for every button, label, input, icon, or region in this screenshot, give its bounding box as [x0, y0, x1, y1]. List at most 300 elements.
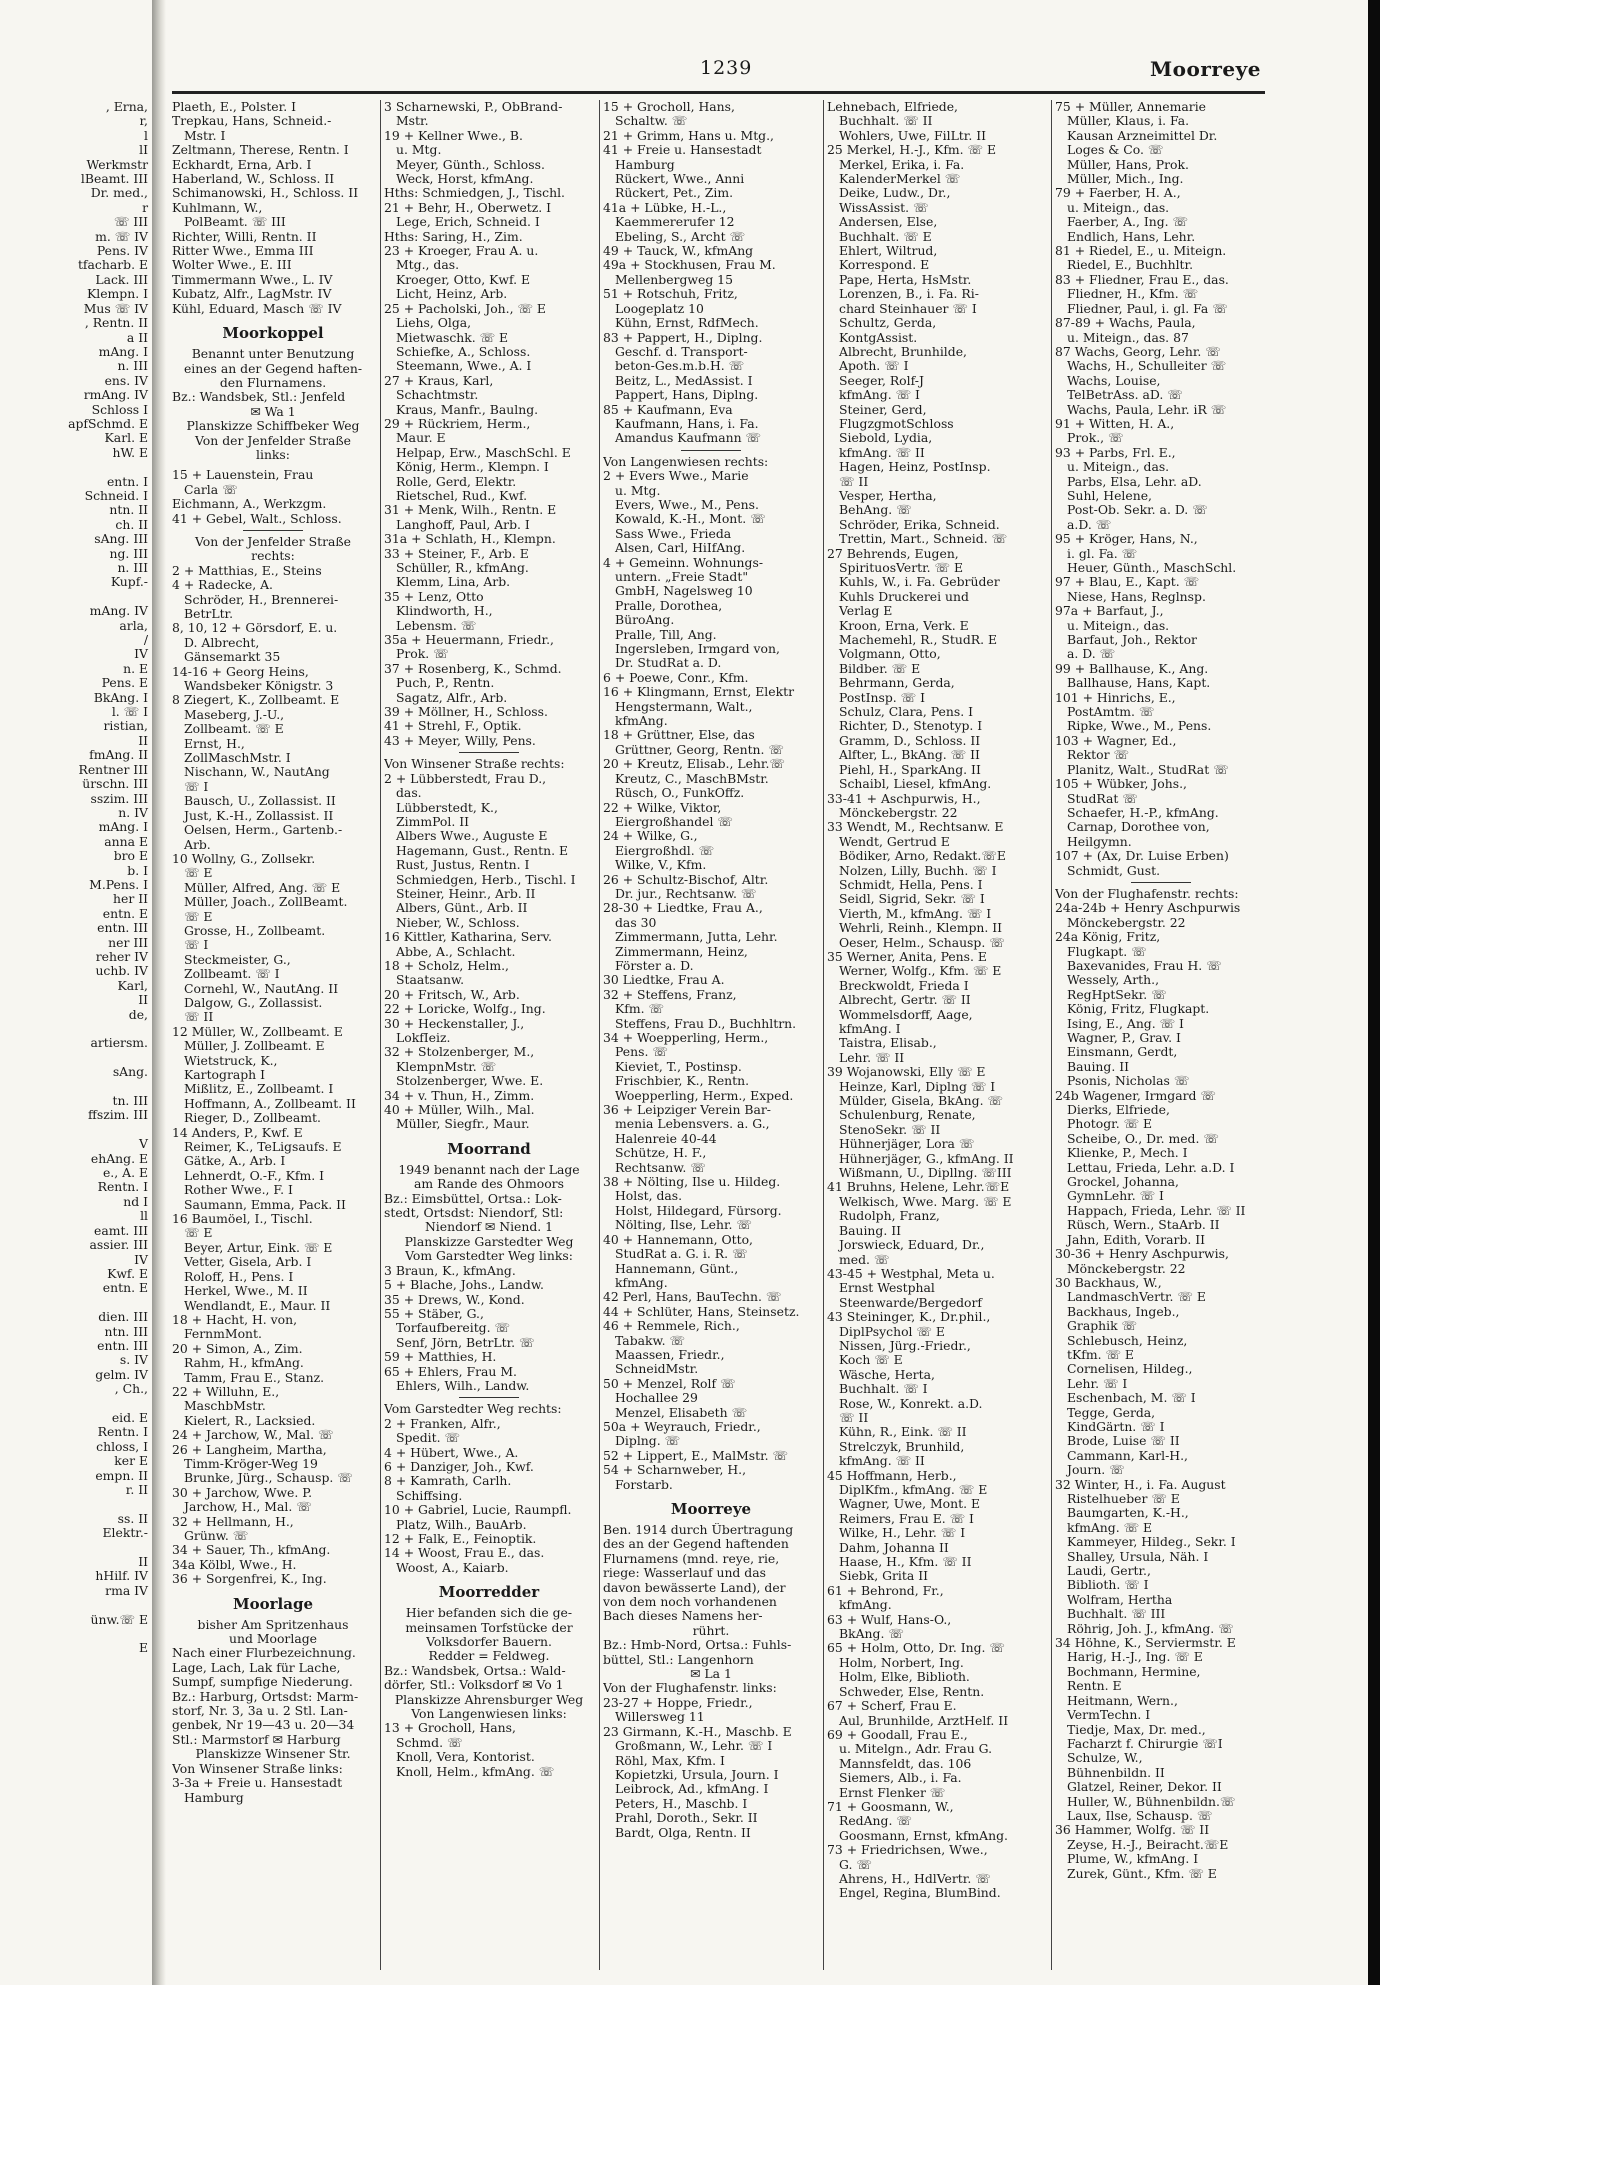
edge-fragment: IV [134, 1252, 148, 1267]
resident-line: Förster a. D. [615, 958, 694, 973]
resident-line: u. Mtg. [396, 143, 442, 158]
edge-fragment: entn. E [102, 1281, 148, 1296]
resident-line: Brunke, Jürg., Schausp. ☏ [184, 1471, 353, 1486]
resident-line: Ebeling, S., Archt ☏ [615, 229, 746, 244]
resident-line: Kraus, Manfr., Baulng. [396, 402, 539, 417]
resident-line: BetrLtr. [184, 607, 234, 621]
address-entry: 87 Wachs, Georg, Lehr. ☏ [1055, 344, 1221, 359]
address-entry: 34a Kölbl, Wwe., H. [172, 1557, 297, 1572]
resident-line: Rückert, Wwe., Anni [615, 172, 745, 187]
resident-line: Holm, Elke, Biblioth. [839, 1670, 970, 1685]
resident-line: Rechtsanw. ☏ [615, 1160, 706, 1175]
resident-line: PostAmtm. ☏ [1067, 705, 1155, 720]
resident-line: KlempnMstr. ☏ [396, 1059, 497, 1074]
address-entry: Eichmann, A., Werkzgm. [172, 497, 327, 512]
resident-line: u. Mtg. [615, 483, 661, 498]
resident-line: ☏ II [839, 1410, 869, 1425]
address-entry: 3 Scharnewski, P., ObBrand- [384, 100, 563, 114]
resident-line: Richter, D., Stenotyp. I [839, 719, 983, 734]
address-entry: 31 + Menk, Wilh., Rentn. E [384, 503, 557, 518]
resident-line: Strelczyk, Brunhild, [839, 1439, 965, 1454]
resident-line: Happach, Frieda, Lehr. ☏ II [1067, 1203, 1246, 1218]
resident-line: Cornelisen, Hildeg., [1067, 1362, 1193, 1377]
resident-line: SchneidMstr. [615, 1362, 699, 1377]
address-entry: Vom Garstedter Weg rechts: [384, 1402, 562, 1417]
resident-line: Vesper, Hertha, [839, 488, 937, 503]
edge-fragment: lBeamt. III [80, 172, 148, 187]
resident-line: Halenreie 40-44 [615, 1131, 717, 1146]
street-note: links: [256, 447, 290, 462]
resident-line: kfmAng. [839, 1598, 892, 1613]
edge-fragment: n. IV [118, 805, 148, 820]
address-entry: büttel, Stl.: Langenhorn [603, 1652, 754, 1667]
resident-line: SpirituosVertr. ☏ E [839, 561, 964, 575]
address-entry: 50 + Menzel, Rolf ☏ [603, 1376, 736, 1391]
edge-fragment: fmAng. II [89, 748, 148, 763]
resident-line: Knoll, Vera, Kontorist. [396, 1750, 535, 1765]
address-entry: 2 + Matthias, E., Steins [172, 563, 322, 578]
address-entry: 24a-24b + Henry Aschpurwis [1055, 901, 1241, 916]
resident-line: BkAng. ☏ [839, 1627, 904, 1642]
resident-line: Baumgarten, K.-H., [1067, 1506, 1189, 1521]
street-note: Von Langenwiesen links: [411, 1707, 567, 1722]
resident-line: Sass Wwe., Frieda [615, 526, 732, 541]
address-entry: 35 Werner, Anita, Pens. E [827, 949, 987, 964]
address-entry: Plaeth, E., Polster. I [172, 100, 296, 114]
edge-fragment: a II [126, 330, 148, 345]
resident-line: DiplKfm., kfmAng. ☏ E [839, 1483, 988, 1497]
resident-line: Mönckebergstr. 22 [839, 805, 958, 820]
resident-line: Schlebusch, Heinz, [1067, 1333, 1188, 1348]
resident-line: Ahrens, H., HdlVertr. ☏ [839, 1871, 991, 1886]
resident-line: Rüsch, O., FunkOffz. [615, 786, 745, 801]
edge-fragment [0, 1123, 152, 1137]
address-entry: 40 + Müller, Wilh., Mal. [384, 1103, 535, 1118]
resident-line: Bühnenbildn. II [1067, 1765, 1165, 1780]
edge-fragment: b. I [127, 863, 148, 878]
street-note: Planskizze Ahrensburger Weg [394, 1692, 584, 1707]
address-entry: Von Winsener Straße rechts: [384, 757, 565, 772]
edge-fragment: uchb. IV [95, 964, 148, 979]
resident-line: Suhl, Helene, [1067, 488, 1152, 503]
street-note: Planskizze Garstedter Weg [404, 1234, 574, 1249]
resident-line: Klienke, P., Mech. I [1067, 1146, 1188, 1161]
resident-line: ☏ I [184, 779, 209, 794]
resident-line: das. [396, 786, 422, 801]
address-entry: 42 Perl, Hans, BauTechn. ☏ [603, 1290, 782, 1305]
resident-line: Alfter, L., BkAng. ☏ II [839, 748, 980, 763]
address-entry: 12 Müller, W., Zollbeamt. E [172, 1024, 343, 1039]
resident-line: Welkisch, Wwe. Marg. ☏ E [839, 1194, 1012, 1209]
resident-line: kfmAng. I [839, 1022, 901, 1036]
resident-line: Zimmermann, Jutta, Lehr. [615, 930, 778, 945]
address-entry: 59 + Matthies, H. [384, 1350, 497, 1365]
resident-line: Rietschel, Rud., Kwf. [396, 488, 528, 503]
address-entry: 13 + Grocholl, Hans, [384, 1721, 516, 1736]
resident-line: Piehl, H., SparkAng. II [839, 762, 981, 777]
resident-line: ZimmPol. II [396, 814, 469, 829]
resident-line: Ballhause, Hans, Kapt. [1067, 676, 1211, 691]
resident-line: Müller, Hans, Prok. [1067, 157, 1189, 172]
resident-line: Eiergroßhdl. ☏ [615, 843, 715, 858]
street-heading: Moorrand [447, 1139, 531, 1158]
section-rule [459, 752, 519, 753]
resident-line: Puch, P., Rentn. [396, 676, 495, 691]
address-entry: 30-36 + Henry Aschpurwis, [1055, 1247, 1229, 1262]
address-entry: 22 + Loricke, Wolfg., Ing. [384, 1002, 546, 1017]
resident-line: Psonis, Nicholas ☏ [1067, 1074, 1190, 1089]
resident-line: Taistra, Elisab., [839, 1036, 937, 1051]
street-note: Niendorf ✉ Niend. 1 [424, 1220, 554, 1235]
address-entry: Hths: Saring, H., Zim. [384, 229, 523, 244]
address-entry: Kühl, Eduard, Masch ☏ IV [172, 301, 342, 316]
edge-fragment: Pens. E [101, 676, 148, 691]
address-entry: 26 + Schultz-Bischof, Altr. [603, 872, 769, 887]
address-entry: 34 + Sauer, Th., kfmAng. [172, 1543, 331, 1558]
resident-line: Lehnerdt, O.-F., Kfm. I [184, 1168, 324, 1183]
address-entry: 24a König, Fritz, [1055, 930, 1161, 945]
resident-line: Eiergroßhandel ☏ [615, 814, 733, 829]
edge-fragment: Dr. med., [90, 186, 148, 201]
resident-line: Scheibe, O., Dr. med. ☏ [1067, 1131, 1219, 1146]
resident-line: Gätke, A., Arb. I [184, 1154, 286, 1169]
resident-line: RegHptSekr. ☏ [1067, 987, 1167, 1002]
address-entry: 33-41 + Aschpurwis, H., [827, 791, 981, 806]
resident-line: Maseberg, J.-U., [184, 707, 285, 722]
resident-line: Holm, Norbert, Ing. [839, 1655, 964, 1670]
address-entry: 79 + Faerber, H. A., [1055, 186, 1181, 201]
resident-line: Carnap, Dorothee von, [1067, 820, 1210, 835]
edge-fragment: BkAng. I [93, 690, 148, 705]
address-entry: 15 + Lauenstein, Frau [172, 468, 314, 483]
edge-fragment: II [138, 993, 148, 1008]
resident-line: Flugkapt. ☏ [1067, 944, 1147, 959]
resident-line: Werner, Wolfg., Kfm. ☏ E [839, 964, 1002, 979]
address-entry: 55 + Stäber, G., [384, 1306, 484, 1321]
address-entry: 20 + Kreutz, Elisab., Lehr.☏ [603, 757, 785, 772]
resident-line: Tiedje, Max, Dr. med., [1067, 1722, 1206, 1737]
resident-line: Röhrig, Joh. J., kfmAng. ☏ [1067, 1621, 1234, 1636]
address-entry: davon bewässerte Land), der [603, 1580, 786, 1595]
resident-line: Sagatz, Alfr., Arb. [396, 690, 508, 705]
resident-line: ☏ II [839, 474, 869, 489]
resident-line: Deike, Ludw., Dr., [839, 186, 951, 201]
address-entry: 36 + Leipziger Verein Bar- [603, 1103, 771, 1118]
edge-fragment: mAng. I [98, 344, 148, 359]
resident-line: WissAssist. ☏ [839, 200, 929, 215]
resident-line: Grockel, Johanna, [1067, 1175, 1179, 1190]
resident-line: Just, K.-H., Zollassist. II [184, 808, 334, 823]
edge-fragment: V [139, 1137, 148, 1152]
resident-line: FlugzgmotSchloss [839, 416, 954, 431]
resident-line: Schmiedgen, Herb., Tischl. I [396, 872, 576, 887]
address-entry: 83 + Fliedner, Frau E., das. [1055, 272, 1229, 287]
resident-line: Abbe, A., Schlacht. [396, 944, 516, 959]
resident-line: Schulze, W., [1067, 1751, 1143, 1766]
resident-line: König, Fritz, Flugkapt. [1067, 1002, 1210, 1017]
address-entry: 65 + Ehlers, Frau M. [384, 1364, 517, 1379]
resident-line: Steemann, Wwe., A. I [396, 359, 532, 374]
address-entry: 67 + Scherf, Frau E. [827, 1699, 957, 1714]
resident-line: Zurek, Günt., Kfm. ☏ E [1067, 1866, 1217, 1881]
address-entry: 22 + Willuhn, E., [172, 1384, 280, 1399]
resident-line: Buchhalt. ☏ I [839, 1382, 928, 1397]
edge-fragment: reher IV [95, 949, 148, 964]
resident-line: Wehrli, Reinh., Klempn. II [839, 921, 1003, 936]
address-entry: Richter, Willi, Rentn. II [172, 229, 317, 244]
resident-line: Ehlers, Wilh., Landw. [396, 1378, 530, 1393]
resident-line: kfmAng. ☏ II [839, 1454, 925, 1469]
resident-line: Schröder, H., Brennerei- [184, 592, 339, 607]
address-entry: Bz.: Eimsbüttel, Ortsa.: Lok- [384, 1191, 562, 1206]
resident-line: Kieviet, T., Postinsp. [615, 1059, 742, 1074]
edge-fragment: chloss, I [96, 1439, 148, 1454]
address-entry: 65 + Holm, Otto, Dr. Ing. ☏ [827, 1641, 1005, 1656]
edge-fragment: ker E [114, 1454, 148, 1469]
resident-line: Schaefer, H.-P., kfmAng. [1067, 805, 1219, 820]
resident-line: Frischbier, K., Rentn. [615, 1074, 750, 1089]
resident-line: Oelsen, Herm., Gartenb.- [184, 823, 343, 838]
address-entry: 2 + Evers Wwe., Marie [603, 469, 749, 484]
address-entry: 24b Wagener, Irmgard ☏ [1055, 1088, 1216, 1103]
resident-line: Fliedner, H., Kfm. ☏ [1067, 287, 1199, 302]
resident-line: MaschbMstr. [184, 1399, 266, 1414]
edge-fragment: r, [139, 114, 148, 129]
running-head: Moorreye [1150, 57, 1261, 81]
resident-line: Timm-Kröger-Weg 19 [184, 1456, 318, 1471]
resident-line: Diplng. ☏ [615, 1434, 681, 1449]
resident-line: Menzel, Elisabeth ☏ [615, 1405, 748, 1420]
address-entry: 97a + Barfaut, J., [1055, 604, 1164, 619]
resident-line: Saumann, Emma, Pack. II [184, 1197, 346, 1212]
resident-line: Staatsanw. [396, 973, 465, 988]
resident-line: Backhaus, Ingeb., [1067, 1304, 1180, 1319]
address-entry: Kubatz, Alfr., LagMstr. IV [172, 287, 332, 302]
address-entry: Kuhlmann, W., [172, 200, 263, 215]
resident-line: Grüttner, Georg, Rentn. ☏ [615, 742, 784, 757]
address-entry: Eckhardt, Erna, Arb. I [172, 157, 312, 172]
resident-line: Schütze, H. F., [615, 1146, 707, 1161]
address-entry: 40 + Hannemann, Otto, [603, 1232, 754, 1247]
resident-line: Nissen, Jürg.-Friedr., [839, 1338, 971, 1353]
resident-line: Wessely, Arth., [1067, 973, 1160, 988]
resident-line: Ernst, H., [184, 736, 245, 751]
resident-line: Eschenbach, M. ☏ I [1067, 1391, 1196, 1406]
address-entry: 6 + Danziger, Joh., Kwf. [384, 1459, 534, 1474]
resident-line: Breckwoldt, Frieda I [839, 978, 969, 993]
resident-line: Bausch, U., Zollassist. II [184, 794, 336, 809]
resident-line: Dalgow, G., Zollassist. [184, 995, 323, 1010]
resident-line: Tabakw. ☏ [615, 1333, 686, 1348]
street-note: rührt. [692, 1623, 730, 1638]
edge-fragment: tn. III [112, 1094, 148, 1109]
edge-fragment: ehAng. E [90, 1151, 148, 1166]
street-note: ✉ Wa 1 [250, 404, 296, 419]
address-entry: 24 + Jarchow, W., Mal. ☏ [172, 1428, 334, 1443]
edge-fragment: Karl, [117, 978, 148, 993]
address-entry: dörfer, Stl.: Volksdorf ✉ Vo 1 [384, 1678, 564, 1693]
address-entry: 4 + Hübert, Wwe., A. [384, 1445, 519, 1460]
resident-line: Maassen, Friedr., [615, 1347, 725, 1362]
address-entry: 32 + Stolzenberger, M., [384, 1045, 535, 1060]
edge-fragment: ng. III [109, 546, 148, 561]
page-number: 1239 [700, 57, 753, 79]
resident-line: Steenwarde/Bergedorf [839, 1295, 982, 1310]
resident-line: LokfIeiz. [396, 1031, 451, 1045]
scan-margin [1368, 0, 1600, 2177]
address-entry: Nach einer Flurbezeichnung. [172, 1646, 356, 1661]
resident-line: Maur. E [396, 431, 446, 446]
column-5 [1055, 100, 1267, 1980]
resident-line: u. Miteign., das. [1067, 460, 1170, 475]
address-entry: 71 + Goosmann, W., [827, 1799, 954, 1814]
section-rule [681, 450, 741, 451]
address-entry: 2 + Franken, Alfr., [384, 1416, 501, 1431]
resident-line: Mietwaschk. ☏ E [396, 330, 509, 345]
header-rule [172, 91, 1265, 94]
edge-fragment: artiersm. [90, 1036, 148, 1051]
resident-line: Wommelsdorff, Aage, [839, 1007, 973, 1022]
resident-line: Fliedner, Paul, i. gl. Fa ☏ [1067, 301, 1228, 316]
resident-line: Korrespond. E [839, 258, 930, 273]
resident-line: Schultz, Gerda, [839, 316, 937, 331]
edge-fragment: ch. II [115, 517, 148, 532]
resident-line: Tegge, Gerda, [1067, 1405, 1156, 1420]
resident-line: Forstarb. [615, 1477, 673, 1492]
resident-line: Ernst Flenker ☏ [839, 1785, 946, 1800]
resident-line: Nischann, W., NautAng [184, 765, 330, 780]
resident-line: Zeyse, H.-J., Beiracht.☏E [1067, 1837, 1229, 1852]
edge-fragment: ntn. III [104, 1324, 148, 1339]
address-entry: 29 + Rückriem, Herm., [384, 416, 531, 431]
address-entry: 95 + Kröger, Hans, N., [1055, 532, 1198, 547]
address-entry: 43 + Meyer, Willy, Pens. [384, 733, 536, 748]
address-entry: 10 Wollny, G., Zollsekr. [172, 851, 316, 866]
resident-line: u. Miteign., das. 87 [1067, 330, 1189, 345]
address-entry: 34 + Woepperling, Herm., [603, 1031, 769, 1045]
address-entry: 44 + Schlüter, Hans, Steinsetz. [603, 1304, 800, 1319]
edge-fragment: mAng. IV [89, 604, 148, 619]
resident-line: Bildber. ☏ E [839, 661, 921, 676]
edge-fragment: rma IV [105, 1583, 148, 1598]
address-entry: 87-89 + Wachs, Paula, [1055, 316, 1196, 331]
resident-line: Arb. [184, 837, 211, 852]
edge-fragment: lI [139, 143, 148, 158]
resident-line: Bödiker, Arno, Redakt.☏E [839, 849, 1006, 864]
resident-line: G. ☏ [839, 1857, 872, 1872]
address-entry: 97 + Blau, E., Kapt. ☏ [1055, 575, 1200, 590]
address-entry: Stl.: Marmstorf ✉ Harburg [172, 1732, 341, 1747]
address-entry: Ritter Wwe., Emma III [172, 244, 314, 259]
resident-line: Weck, Horst, kfmAng. [396, 172, 534, 187]
edge-fragment: II [138, 733, 148, 748]
resident-line: Wäsche, Herta, [839, 1367, 935, 1382]
resident-line: FernmMont. [184, 1327, 262, 1342]
resident-line: Harig, H.-J., Ing. ☏ E [1067, 1650, 1203, 1665]
address-entry: 105 + Wübker, Johs., [1055, 777, 1187, 792]
street-note: Vom Garstedter Weg links: [405, 1249, 573, 1264]
address-entry: 30 Liedtke, Frau A. [603, 973, 725, 988]
edge-fragment: empn. II [95, 1468, 148, 1483]
resident-line: Klindworth, H., [396, 604, 493, 619]
resident-line: Mülder, Gisela, BkAng. ☏ [839, 1094, 1003, 1109]
resident-line: Rieger, D., Zollbeamt. [184, 1111, 321, 1126]
address-entry: 3 Braun, K., kfmAng. [384, 1263, 516, 1278]
edge-fragment: ☏ III [113, 215, 148, 230]
address-entry: 18 + Grüttner, Else, das [603, 728, 755, 743]
resident-line: Albers, Günt., Arb. II [396, 901, 528, 916]
resident-line: tKfm. ☏ E [1067, 1347, 1134, 1362]
resident-line: Mißlitz, E., Zollbeamt. I [184, 1082, 334, 1097]
resident-line: Glatzel, Reiner, Dekor. II [1067, 1780, 1222, 1795]
address-entry: 63 + Wulf, Hans-O., [827, 1612, 952, 1627]
resident-line: BehAng. ☏ [839, 503, 912, 518]
edge-fragment: anna E [104, 834, 148, 849]
resident-line: Shalley, Ursula, Näh. I [1067, 1549, 1209, 1564]
resident-line: Loges & Co. ☏ [1067, 143, 1164, 158]
resident-line: Wilke, H., Lehr. ☏ I [839, 1526, 966, 1541]
resident-line: Goosmann, Ernst, kfmAng. [839, 1828, 1008, 1843]
edge-fragment: n. III [117, 359, 148, 374]
address-entry: 23 + Kroeger, Frau A. u. [384, 244, 539, 259]
resident-line: Steiner, Gerd, [839, 402, 927, 417]
resident-line: Reimer, K., TeLigsaufs. E [184, 1140, 342, 1155]
address-entry: 34 + v. Thun, H., Zimm. [384, 1088, 535, 1103]
resident-line: Haase, H., Kfm. ☏ II [839, 1555, 972, 1570]
resident-line: Langhoff, Paul, Arb. I [396, 517, 530, 532]
street-note: Volksdorfer Bauern. [426, 1635, 552, 1650]
resident-line: Steffens, Frau D., Buchhltrn. [615, 1016, 797, 1031]
resident-line: Post-Ob. Sekr. a. D. ☏ [1067, 503, 1208, 518]
resident-line: Nieber, W., Schloss. [396, 915, 520, 930]
edge-fragment: ünw.☏ E [90, 1612, 148, 1627]
address-entry: 49 + Tauck, W., kfmAng [603, 244, 754, 259]
resident-line: Müller, Siegfr., Maur. [396, 1117, 530, 1132]
edge-fragment: entn. I [106, 474, 148, 489]
resident-line: Rektor ☏ [1067, 748, 1129, 763]
resident-line: Schweder, Else, Rentn. [839, 1684, 985, 1699]
resident-line: Zollbeamt. ☏ I [184, 967, 280, 982]
resident-line: VermTechn. I [1067, 1708, 1151, 1723]
edge-fragment [0, 460, 152, 474]
resident-line: Holst, Hildegard, Fürsorg. [615, 1203, 782, 1218]
edge-fragment: Rentner III [78, 762, 148, 777]
edge-fragment: Elektr.- [102, 1526, 148, 1541]
edge-fragment: ss. II [117, 1511, 148, 1526]
address-entry: 35 + Drews, W., Kond. [384, 1292, 525, 1307]
resident-line: Ristelhueber ☏ E [1067, 1492, 1180, 1506]
address-entry: genbek, Nr 19—43 u. 20—34 [172, 1718, 355, 1733]
column-divider [380, 100, 381, 1970]
resident-line: Lorenzen, B., i. Fa. Ri- [839, 287, 979, 302]
resident-line: Mannsfeldt, das. 106 [839, 1756, 972, 1771]
address-entry: 8, 10, 12 + Görsdorf, E. u. [172, 621, 338, 636]
resident-line: menia Lebensvers. a. G., [615, 1117, 770, 1132]
address-entry: 26 + Langheim, Martha, [172, 1442, 327, 1457]
resident-line: Spedit. ☏ [396, 1431, 460, 1446]
resident-line: a. D. ☏ [1067, 647, 1116, 662]
edge-fragment: gelm. IV [95, 1367, 148, 1382]
address-entry: Haberland, W., Schloss. II [172, 172, 335, 187]
address-entry: Flurnamens (mnd. reye, rie, [603, 1551, 780, 1566]
resident-line: Schulenburg, Renate, [839, 1108, 976, 1123]
address-entry: 2 + Lübberstedt, Frau D., [384, 771, 547, 786]
address-entry: 36 + Sorgenfrei, K., Ing. [172, 1572, 327, 1587]
address-entry: 38 + Nölting, Ilse u. Hildeg. [603, 1175, 781, 1190]
resident-line: Jorswieck, Eduard, Dr., [839, 1238, 985, 1253]
resident-line: Kausan Arzneimittel Dr. [1067, 128, 1218, 143]
edge-fragment: m. ☏ IV [95, 229, 148, 244]
